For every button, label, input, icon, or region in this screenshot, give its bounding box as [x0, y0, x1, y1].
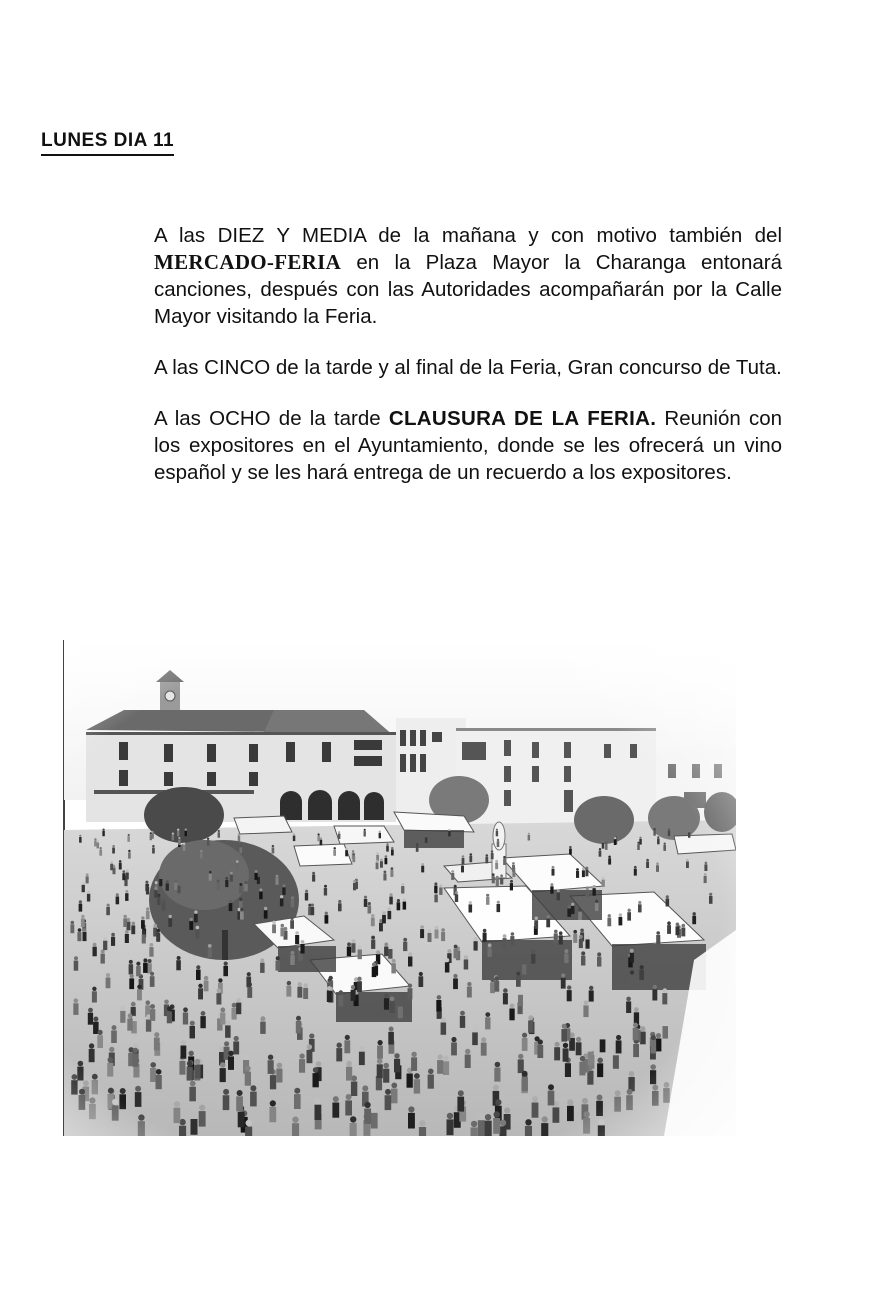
paragraph-mercado-feria — [154, 222, 782, 330]
p1-text-before: A las DIEZ Y MEDIA de la mañana y con motivo también del — [154, 224, 782, 247]
p3-text-after: Reunión con los expositores en el Ayuntamiento, donde se les ofrecerá un vino español y se les hará entrega de un recuerdo a los expositores. — [154, 407, 783, 484]
p1-highlight: MERCADO-FERIA — [154, 250, 342, 274]
page-heading: LUNES DIA 11 — [41, 130, 174, 156]
p2-text: A las CINCO de la tarde y al final de la Feria, Gran concurso de Tuta. — [154, 356, 782, 379]
market-photo — [64, 640, 736, 1136]
paragraph-concurso-tuta — [154, 354, 782, 381]
p3-text-before: A las OCHO de la tarde — [154, 407, 389, 430]
program-text — [154, 222, 782, 510]
paragraph-clausura — [154, 405, 782, 486]
p3-highlight: CLAUSURA DE LA FERIA. — [388, 407, 657, 430]
p1-text-after: en la Plaza Mayor la Charanga entonará canciones, después con las Autoridades acompañarán por la Calle Mayor visitando la Feria. — [154, 251, 782, 328]
